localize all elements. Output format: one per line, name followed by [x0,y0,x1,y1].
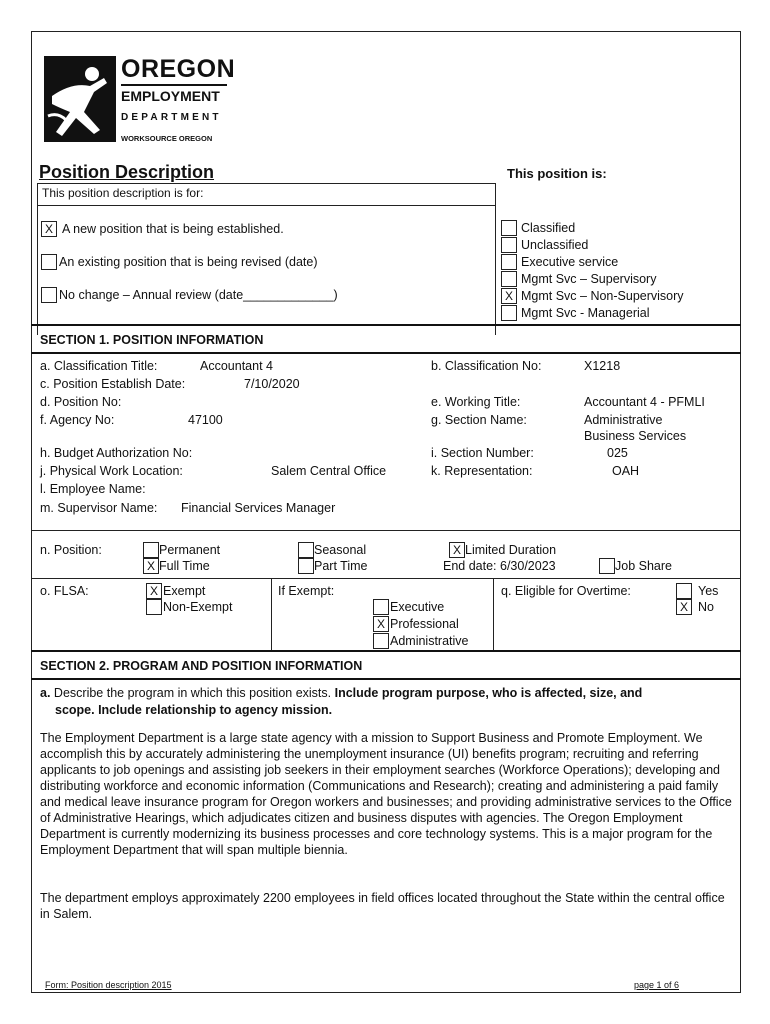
limited-duration-checkbox[interactable]: X [449,542,465,558]
position-type-label: n. Position: [40,543,102,557]
program-question-prefix: a. [40,686,51,700]
professional-label: Professional [390,617,459,631]
program-question-plain: Describe the program in which this position exists. [53,686,332,700]
section1-title: SECTION 1. POSITION INFORMATION [40,333,264,347]
representation-label: k. Representation: [431,464,533,478]
section1-bottom-rule [31,352,741,354]
section2-title: SECTION 2. PROGRAM AND POSITION INFORMATION [40,659,363,673]
executive-label: Executive [390,600,445,614]
overtime-label: q. Eligible for Overtime: [501,584,631,598]
if-exempt-label: If Exempt: [278,584,335,598]
section-number-label: i. Section Number: [431,446,534,460]
classified-label: Classified [521,221,576,235]
no-change-checkbox[interactable] [41,287,57,303]
seasonal-checkbox[interactable] [298,542,314,558]
budget-auth-label: h. Budget Authorization No: [40,446,193,460]
purpose-box-inner-line [37,205,495,206]
logo-oregon: OREGON [121,55,236,83]
logo-department: DEPARTMENT [121,112,222,123]
new-position-checkbox[interactable]: X [41,221,57,237]
permanent-checkbox[interactable] [143,542,159,558]
flsa-divider-2 [493,578,494,650]
section2-top-rule [31,650,741,652]
work-location-label: j. Physical Work Location: [40,464,183,478]
classification-title-label: a. Classification Title: [40,359,158,373]
mgmt-managerial-checkbox[interactable] [501,305,517,321]
part-time-checkbox[interactable] [298,558,314,574]
end-date-value: End date: 6/30/2023 [443,559,556,573]
oed-logo-icon [44,56,116,142]
seasonal-label: Seasonal [314,543,367,557]
agency-no-value: 47100 [188,413,223,427]
description-for-label: This position description is for: [42,186,204,200]
working-title-value: Accountant 4 - PFMLI [584,395,705,409]
executive-service-label: Executive service [521,255,619,269]
classification-title-value: Accountant 4 [200,359,273,373]
purpose-box-top [37,183,495,184]
purpose-box-divider [495,183,496,335]
section1-top-rule [31,324,741,326]
job-share-label: Job Share [615,559,672,573]
program-question-bold-line2: scope. Include relationship to agency mission. [55,703,333,717]
non-exempt-checkbox[interactable] [146,599,162,615]
logo-worksource: WORKSOURCE OREGON [121,134,213,143]
overtime-yes-checkbox[interactable] [676,583,692,599]
professional-checkbox[interactable]: X [373,616,389,632]
section-name-label: g. Section Name: [431,413,527,427]
mgmt-managerial-label: Mgmt Svc - Managerial [521,306,650,320]
flsa-row-top-rule [31,578,741,579]
unclassified-label: Unclassified [521,238,589,252]
unclassified-checkbox[interactable] [501,237,517,253]
limited-duration-label: Limited Duration [465,543,557,557]
page-number: page 1 of 6 [634,980,680,990]
representation-value: OAH [612,464,640,478]
classification-no-label: b. Classification No: [431,359,542,373]
full-time-label: Full Time [159,559,210,573]
part-time-label: Part Time [314,559,368,573]
administrative-label: Administrative [390,634,469,648]
position-is-heading: This position is: [507,166,607,181]
section-name-value-1: Administrative [584,413,663,427]
no-change-label: No change – Annual review (date_____________) [59,288,338,302]
establish-date-label: c. Position Establish Date: [40,377,186,391]
mgmt-supervisory-label: Mgmt Svc – Supervisory [521,272,657,286]
mgmt-non-supervisory-label: Mgmt Svc – Non-Supervisory [521,289,684,303]
new-position-label: A new position that is being established. [62,222,284,236]
position-no-label: d. Position No: [40,395,122,409]
exempt-label: Exempt [163,584,206,598]
employee-count-paragraph: The department employs approximately 2200 employees in field offices located throughout the State within the central office in Salem. [40,891,725,921]
logo-employment: EMPLOYMENT [121,88,220,104]
form-footer: Form: Position description 2015 [45,980,172,990]
logo-divider [121,84,227,86]
working-title-label: e. Working Title: [431,395,521,409]
supervisor-name-label: m. Supervisor Name: [40,501,158,515]
position-row-top-rule [31,530,741,531]
mgmt-supervisory-checkbox[interactable] [501,271,517,287]
agency-no-label: f. Agency No: [40,413,115,427]
permanent-label: Permanent [159,543,221,557]
overtime-no-checkbox[interactable]: X [676,599,692,615]
executive-service-checkbox[interactable] [501,254,517,270]
section-number-value: 025 [607,446,628,460]
flsa-label: o. FLSA: [40,584,89,598]
non-exempt-label: Non-Exempt [163,600,233,614]
administrative-checkbox[interactable] [373,633,389,649]
overtime-yes-label: Yes [698,584,719,598]
mgmt-non-supervisory-checkbox[interactable]: X [501,288,517,304]
flsa-divider-1 [271,578,272,650]
executive-checkbox[interactable] [373,599,389,615]
revised-position-checkbox[interactable] [41,254,57,270]
program-question-bold: Include program purpose, who is affected, size, and [334,686,643,700]
establish-date-value: 7/10/2020 [244,377,300,391]
exempt-checkbox[interactable]: X [146,583,162,599]
supervisor-name-value: Financial Services Manager [181,501,336,515]
page-title: Position Description [39,162,215,182]
employee-name-label: l. Employee Name: [40,482,146,496]
revised-position-label: An existing position that is being revised (date) [59,255,318,269]
program-description-paragraph: The Employment Department is a large state agency with a mission to Support Business and Promote Employment. We accomplish this by accurately administering the unemployment insurance (UI) benefits program; recruiting and referring applicants to job openings and assisting job seekers in their employment searches (Workforce Operations); developing and distributing workforce and economic information (Communications and Research); creating and administering a paid family and medical leave insurance program for Oregon workers and businesses; and providing administrative services to the Office of Administrative Hearings, which adjudicates citizen and business disputes with agencies. The Oregon Employment Department is currently modernizing its business processes and core technology systems. This is a major program for the Employment Department that will span multiple biennia. [40,731,732,857]
section2-bottom-rule [31,678,741,680]
work-location-value: Salem Central Office [271,464,387,478]
section-name-value-2: Business Services [584,429,687,443]
classified-checkbox[interactable] [501,220,517,236]
full-time-checkbox[interactable]: X [143,558,159,574]
classification-no-value: X1218 [584,359,621,373]
program-question [40,686,642,701]
overtime-no-label: No [698,600,714,614]
job-share-checkbox[interactable] [599,558,615,574]
